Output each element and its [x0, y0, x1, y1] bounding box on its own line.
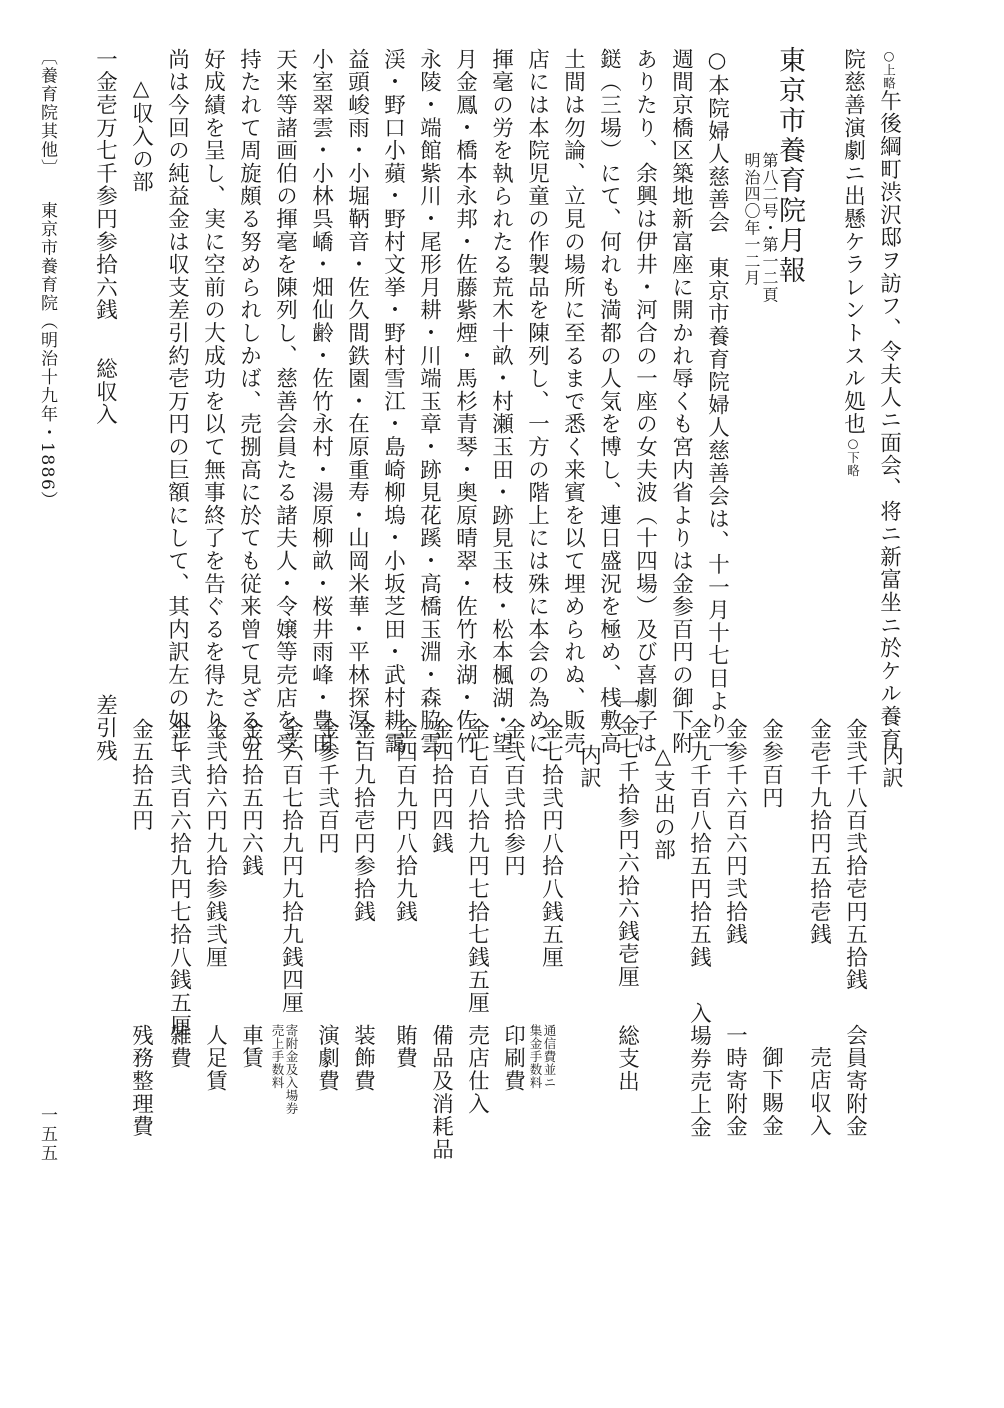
footer-right: 東京市養育院（明治十九年・1886）: [37, 201, 57, 510]
balance-label: 差引残: [92, 694, 118, 763]
expense-item-1-amount: 金七拾弐円八拾八銭五厘: [538, 718, 564, 969]
income-item-4-label: 一時寄附金: [722, 1024, 748, 1138]
income-item-3-amount: 金参百円: [758, 718, 784, 810]
para-line-7: 揮毫の労を執られたる荒木十畝・村瀬玉田・跡見玉枝・松本楓湖・望: [488, 48, 514, 755]
para-line-1: ○本院婦人慈善会 東京市養育院婦人慈善会は、十一月十七日より一: [704, 48, 730, 759]
expense-item-1-label-a: 通信費並ニ: [542, 1024, 557, 1089]
para-line-6: 店には本院児童の作製品を陳列し、一方の階上には殊に本会の為めに: [524, 48, 550, 755]
expense-item-8-label-b: 売上手数料: [270, 1024, 285, 1089]
para-line-5: 土間は勿論、立見の場所に至るまで悉く来賓を以て埋められぬ、販売: [560, 48, 586, 755]
para-line-11: 益頭峻雨・小堀鞆音・佐久間鉄園・在原重寿・山岡米華・平林探溟・: [344, 48, 370, 755]
income-heading: △収入の部: [128, 76, 154, 194]
expense-item-12-label: 残務整理費: [128, 1024, 154, 1138]
expense-item-3-label: 売店仕入: [464, 1024, 490, 1116]
expense-item-9-label: 車賃: [238, 1024, 264, 1070]
issue-line-1: 第八二号・第一二頁: [760, 152, 779, 304]
expense-item-2-label: 印刷費: [500, 1024, 526, 1093]
para-line-2: 週間京橋区築地新富座に開かれ辱くも宮内省よりは金参百円の御下附: [668, 48, 694, 755]
para-line-8: 月金鳳・橋本永邦・佐藤紫煙・馬杉青琴・奥原晴翠・佐竹永湖・佐竹: [452, 48, 478, 755]
expense-item-10-label: 人足賃: [202, 1024, 228, 1093]
income-item-3-label: 御下賜金: [758, 1046, 784, 1138]
expense-item-5-amount: 金四百九円八拾九銭: [392, 718, 418, 924]
para-line-16: 尚は今回の純益金は収支差引約壱万円の巨額にして、其内訳左の如し: [164, 48, 190, 755]
expense-item-7-amount: 金参千弐百円: [314, 718, 340, 855]
para-line-3: ありたり、余興は伊井・河合の一座の女夫波（十四場）及び喜劇子は: [632, 48, 658, 755]
expense-total: [616, 692, 638, 1093]
footer-left: 〔養育院其他〕: [37, 48, 57, 178]
top-col-1: [878, 48, 900, 751]
para-line-10: 渓・野口小蘋・野村文挙・野村雪江・島崎柳塢・小坂芝田・武村耕靄: [380, 48, 406, 755]
income-item-5-label: 入場券売上金: [686, 1002, 712, 1139]
issue-line-2: 明治四〇年一二月: [742, 152, 761, 287]
footer-source: [38, 48, 55, 510]
income-item-2-amount: 金壱千九拾円五拾壱銭: [806, 718, 832, 946]
expense-total-label: 総支出: [614, 1024, 640, 1093]
expense-item-6-amount: 金百九拾壱円参拾銭: [350, 718, 376, 924]
income-item-4-amount: 金参千六百六円弐拾銭: [722, 718, 748, 946]
expense-item-8-amount: 金六百七拾九円九拾九銭四厘: [278, 718, 304, 1015]
expense-item-4-amount: 金四拾円四銭: [428, 718, 454, 855]
expense-item-11-amount: 金千弐百六拾九円七拾八銭五厘: [166, 718, 192, 1038]
expense-item-9-amount: 金五拾五円六銭: [238, 718, 264, 878]
income-item-2-label: 売店収入: [806, 1046, 832, 1138]
expense-item-11-label: 雑費: [166, 1024, 192, 1070]
income-item-5-amount: 金九千百八拾五円拾五銭: [686, 718, 712, 969]
top-col-2: [842, 48, 864, 477]
expense-breakdown-label: 内訳: [576, 744, 602, 790]
income-total-amount: 一金壱万七千参円参拾六銭: [92, 48, 118, 322]
expense-item-7-label: 演劇費: [314, 1024, 340, 1093]
expense-heading: △支出の部: [650, 744, 676, 862]
income-item-1-label: 会員寄附金: [842, 1024, 868, 1138]
expense-item-1-label-b: 集金手数料: [528, 1024, 543, 1089]
para-line-9: 永陵・端館紫川・尾形月耕・川端玉章・跡見花蹊・高橋玉淵・森脇雲: [416, 48, 442, 755]
income-total: [94, 48, 116, 426]
page-number: 一五五: [37, 1106, 57, 1163]
expense-item-3-amount: 金七百八拾九円七拾七銭五厘: [464, 718, 490, 1015]
expense-item-6-label: 装飾費: [350, 1024, 376, 1093]
expense-item-10-amount: 金弐拾六円九拾参銭弐厘: [202, 718, 228, 969]
income-total-label: 総収入: [92, 357, 118, 427]
ellipsis-mark-top: ○上略: [881, 48, 897, 90]
expense-item-5-label: 賄費: [392, 1024, 418, 1070]
income-item-1-amount: 金弐千八百弐拾壱円五拾銭: [842, 718, 868, 992]
top-text-1: 午後綱町渋沢邸ヲ訪フ、令夫人ニ面会、将ニ新富坐ニ於ケル養育: [876, 89, 902, 751]
para-line-4: 鎹（三場）にて、何れも満都の人気を博し、連日盛況を極め、桟敷高: [596, 48, 622, 755]
issue-number: [760, 152, 778, 303]
para-line-15: 好成績を呈し、実に空前の大成功を以て無事終了を告ぐるを得たり。: [200, 48, 226, 755]
expense-item-2-amount: 金弐百弐拾参円: [500, 718, 526, 878]
issue-date: [742, 152, 760, 286]
para-line-13: 天来等諸画伯の揮毫を陳列し、慈善会員たる諸夫人・令嬢等売店を受: [272, 48, 298, 755]
income-breakdown-label: 内訳: [878, 744, 904, 790]
expense-item-12-amount: 金五拾五円: [128, 718, 154, 832]
para-line-12: 小室翠雲・小林呉嶠・畑仙齢・佐竹永村・湯原柳畝・桜井雨峰・豊田: [308, 48, 334, 755]
para-line-14: 持たれて周旋頗る努められしかば、売捌高に於ても従来曾て見ざるの: [236, 48, 262, 755]
expense-item-8-label-a: 寄附金及入場券: [284, 1024, 299, 1115]
ellipsis-mark-bottom: ○下略: [845, 435, 861, 478]
document-title: 東京市養育院月報: [774, 46, 805, 286]
expense-total-amount: 一金七千拾参円六拾六銭壱厘: [614, 692, 640, 989]
expense-item-4-label: 備品及消耗品: [428, 1024, 454, 1161]
top-text-2: 院慈善演劇ニ出懸ケラレントスル処也: [840, 48, 866, 436]
